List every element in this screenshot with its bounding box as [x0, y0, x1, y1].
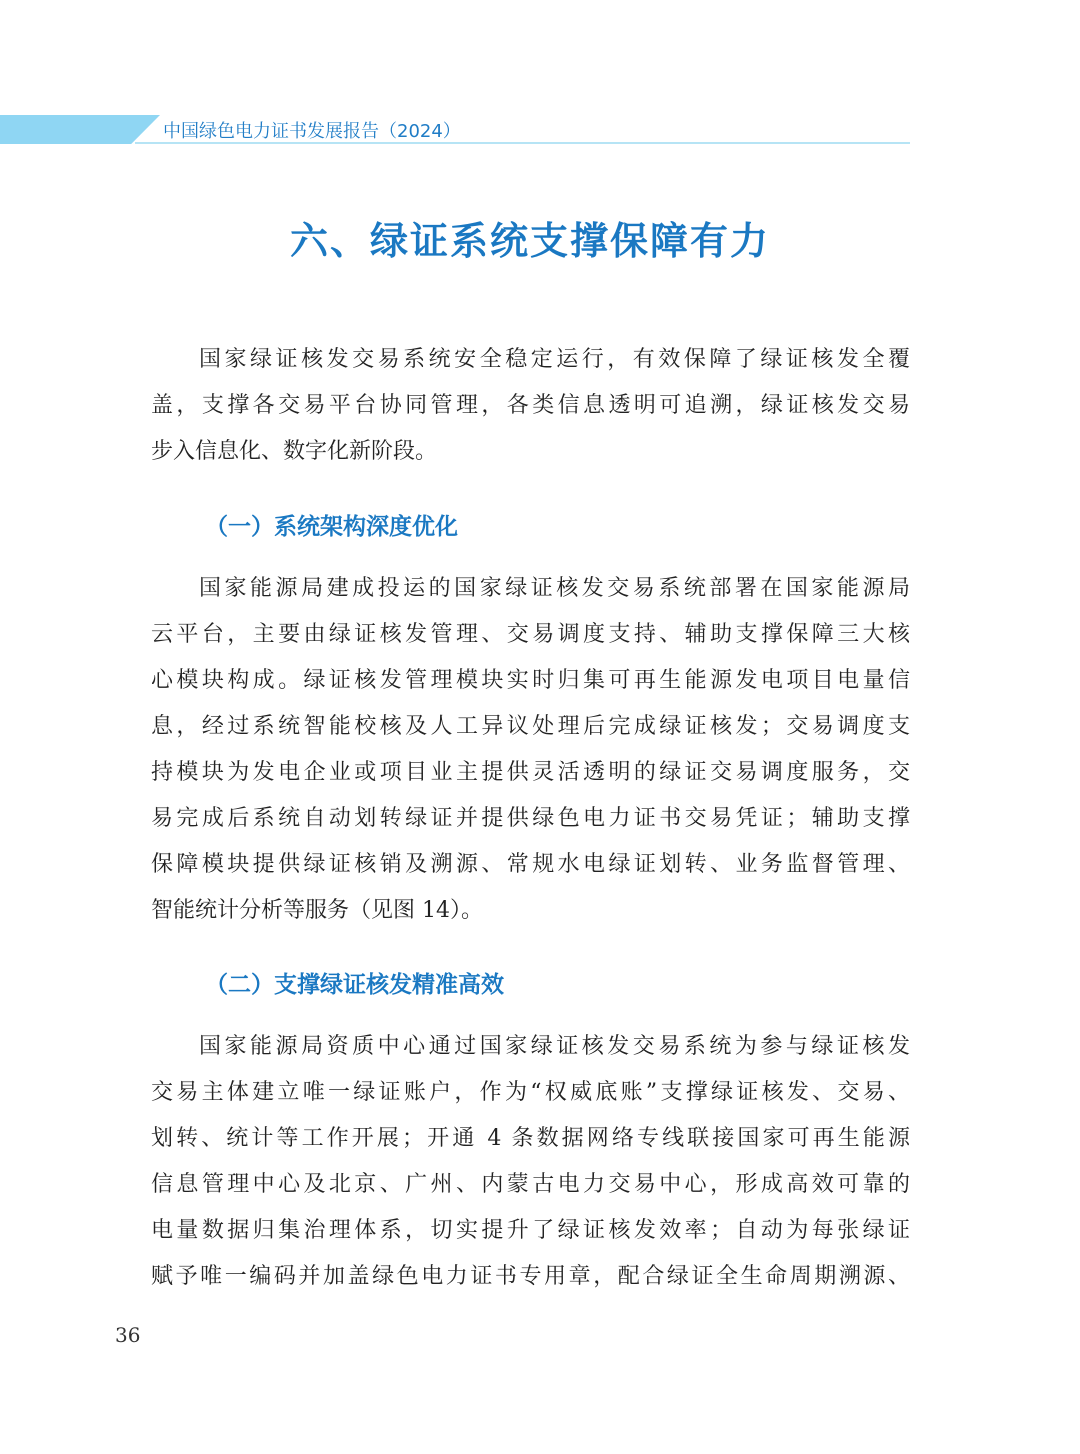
text-line: 易完成后系统自动划转绿证并提供绿色电力证书交易凭证；辅助支撑: [151, 806, 910, 831]
paragraph-architecture: [151, 566, 910, 934]
text-line: 信息管理中心及北京、广州、内蒙古电力交易中心，形成高效可靠的: [151, 1172, 910, 1197]
subheading-1: （一）系统架构深度优化: [205, 514, 458, 540]
text-line: 国家能源局资质中心通过国家绿证核发交易系统为参与绿证核发: [199, 1034, 910, 1059]
text-line: 保障模块提供绿证核销及溯源、常规水电绿证划转、业务监督管理、: [151, 852, 910, 877]
text-line: 划转、统计等工作开展；开通 4 条数据网络专线联接国家可再生能源: [151, 1126, 910, 1151]
text-line: 国家绿证核发交易系统安全稳定运行，有效保障了绿证核发全覆: [199, 347, 910, 372]
section-title: 六、绿证系统支撑保障有力: [289, 219, 770, 263]
text-line: 云平台，主要由绿证核发管理、交易调度支持、辅助支撑保障三大核: [151, 622, 910, 647]
text-line: 息，经过系统智能校核及人工异议处理后完成绿证核发；交易调度支: [151, 714, 910, 739]
text-line: 国家能源局建成投运的国家绿证核发交易系统部署在国家能源局: [199, 576, 910, 601]
page-number: 36: [115, 1323, 141, 1347]
text-line: 心模块构成。绿证核发管理模块实时归集可再生能源发电项目电量信: [151, 668, 910, 693]
text-line: 交易主体建立唯一绿证账户，作为“权威底账”支撑绿证核发、交易、: [151, 1080, 910, 1105]
text-line: 步入信息化、数字化新阶段。: [151, 439, 438, 464]
header-band: [0, 115, 160, 144]
text-line: 电量数据归集治理体系，切实提升了绿证核发效率；自动为每张绿证: [151, 1218, 910, 1243]
subheading-2: （二）支撑绿证核发精准高效: [205, 972, 504, 998]
text-line: 盖，支撑各交易平台协同管理，各类信息透明可追溯，绿证核发交易: [151, 393, 910, 418]
running-title: 中国绿色电力证书发展报告（2024）: [163, 121, 461, 142]
text-line: 智能统计分析等服务（见图 14）。: [151, 898, 483, 923]
paragraph-intro: [151, 337, 910, 475]
text-line: 持模块为发电企业或项目业主提供灵活透明的绿证交易调度服务，交: [151, 760, 910, 785]
text-line: 赋予唯一编码并加盖绿色电力证书专用章，配合绿证全生命周期溯源、: [151, 1264, 910, 1289]
paragraph-issuance: [151, 1024, 910, 1300]
